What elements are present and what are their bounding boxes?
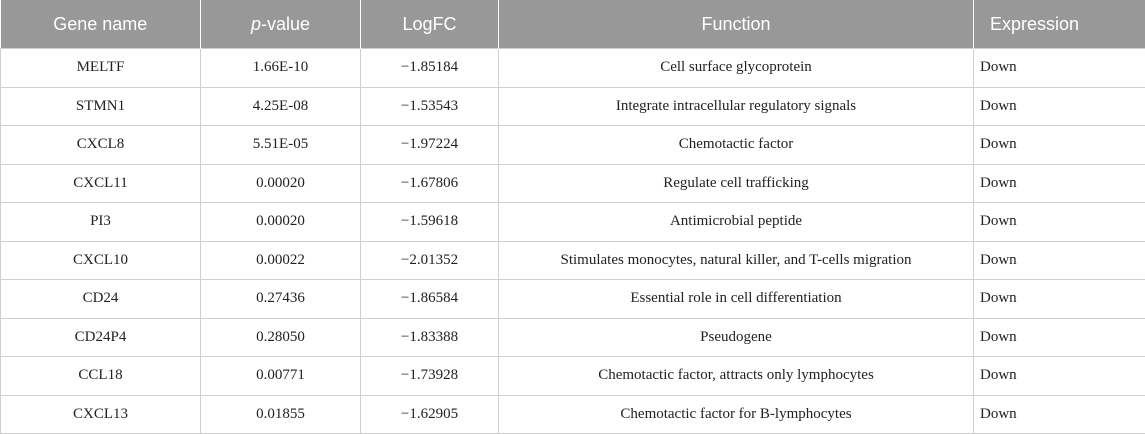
cell-expression: Down <box>974 126 1145 165</box>
cell-p-value: 0.28050 <box>201 318 361 357</box>
cell-function: Pseudogene <box>499 318 974 357</box>
cell-logfc: −1.83388 <box>361 318 499 357</box>
cell-logfc: −1.59618 <box>361 203 499 242</box>
cell-logfc: −1.86584 <box>361 280 499 319</box>
cell-gene-name: CXCL8 <box>1 126 201 165</box>
cell-function: Chemotactic factor, attracts only lymphocytes <box>499 357 974 396</box>
cell-p-value: 4.25E-08 <box>201 87 361 126</box>
cell-logfc: −2.01352 <box>361 241 499 280</box>
cell-expression: Down <box>974 357 1145 396</box>
cell-gene-name: CCL18 <box>1 357 201 396</box>
table-row <box>1 87 1145 126</box>
cell-function: Stimulates monocytes, natural killer, and T-cells migration <box>499 241 974 280</box>
cell-expression: Down <box>974 164 1145 203</box>
cell-p-value: 0.00020 <box>201 164 361 203</box>
header-gene-name: Gene name <box>1 0 201 49</box>
header-expression: Expression <box>974 0 1145 49</box>
cell-expression: Down <box>974 241 1145 280</box>
cell-logfc: −1.62905 <box>361 395 499 434</box>
table-row <box>1 280 1145 319</box>
table-row <box>1 357 1145 396</box>
cell-p-value: 1.66E-10 <box>201 49 361 88</box>
cell-gene-name: CD24P4 <box>1 318 201 357</box>
table-row <box>1 318 1145 357</box>
cell-expression: Down <box>974 87 1145 126</box>
cell-logfc: −1.85184 <box>361 49 499 88</box>
cell-expression: Down <box>974 318 1145 357</box>
header-p-rest: -value <box>261 14 310 34</box>
cell-p-value: 5.51E-05 <box>201 126 361 165</box>
cell-logfc: −1.97224 <box>361 126 499 165</box>
cell-gene-name: CXCL11 <box>1 164 201 203</box>
table-row <box>1 126 1145 165</box>
cell-function: Chemotactic factor for B-lymphocytes <box>499 395 974 434</box>
table-row <box>1 164 1145 203</box>
table-row <box>1 49 1145 88</box>
cell-gene-name: PI3 <box>1 203 201 242</box>
cell-gene-name: CXCL13 <box>1 395 201 434</box>
cell-function: Regulate cell trafficking <box>499 164 974 203</box>
cell-logfc: −1.73928 <box>361 357 499 396</box>
cell-gene-name: MELTF <box>1 49 201 88</box>
cell-expression: Down <box>974 280 1145 319</box>
table-row <box>1 395 1145 434</box>
cell-function: Essential role in cell differentiation <box>499 280 974 319</box>
table-row <box>1 203 1145 242</box>
cell-p-value: 0.00771 <box>201 357 361 396</box>
header-row <box>1 0 1145 49</box>
header-p-value <box>201 0 361 49</box>
cell-function: Antimicrobial peptide <box>499 203 974 242</box>
header-function: Function <box>499 0 974 49</box>
table-row <box>1 241 1145 280</box>
cell-expression: Down <box>974 49 1145 88</box>
header-p-italic: p <box>251 14 261 34</box>
cell-p-value: 0.01855 <box>201 395 361 434</box>
table-body <box>1 49 1145 434</box>
cell-function: Chemotactic factor <box>499 126 974 165</box>
cell-logfc: −1.67806 <box>361 164 499 203</box>
cell-function: Integrate intracellular regulatory signals <box>499 87 974 126</box>
cell-expression: Down <box>974 203 1145 242</box>
cell-p-value: 0.27436 <box>201 280 361 319</box>
cell-gene-name: STMN1 <box>1 87 201 126</box>
cell-expression: Down <box>974 395 1145 434</box>
cell-gene-name: CXCL10 <box>1 241 201 280</box>
cell-p-value: 0.00020 <box>201 203 361 242</box>
cell-function: Cell surface glycoprotein <box>499 49 974 88</box>
cell-p-value: 0.00022 <box>201 241 361 280</box>
cell-logfc: −1.53543 <box>361 87 499 126</box>
header-logfc: LogFC <box>361 0 499 49</box>
cell-gene-name: CD24 <box>1 280 201 319</box>
